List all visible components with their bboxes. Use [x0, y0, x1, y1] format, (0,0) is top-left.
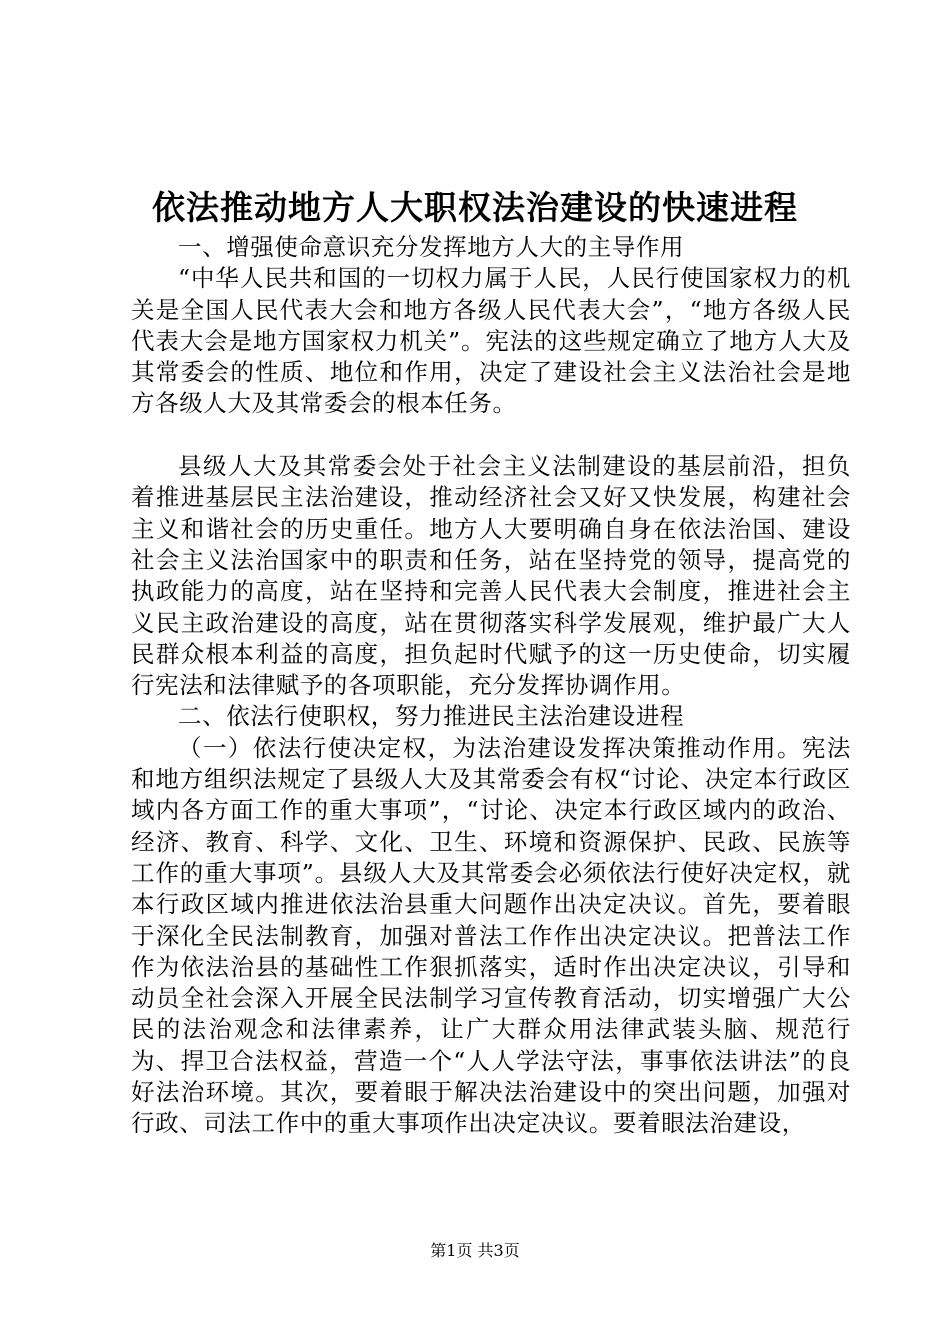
section-heading-2: 二、依法行使职权，努力推进民主法治建设进程 — [178, 702, 685, 731]
page-footer: 第1页 共3页 — [430, 1241, 520, 1260]
paragraph-1: “中华人民共和国的一切权力属于人民，人民行使国家权力的机关是全国人民代表大会和地方各级人民代表大会”，“地方各级人民代表大会是地方国家权力机关”。宪法的这些规定确立了地方人大及其常委会的性质、地位和作用，决定了建设社会主义法治社会是地方各级人大及其常委会的根本任务。 — [131, 264, 851, 418]
document-body — [131, 232, 851, 1140]
paragraph-spacer — [131, 420, 851, 451]
section-heading-1: 一、增强使命意识充分发挥地方人大的主导作用 — [178, 233, 685, 261]
document-title: 依法推动地方人大职权法治建设的快速进程 — [152, 188, 798, 227]
paragraph-3: （一）依法行使决定权，为法治建设发挥决策推动作用。宪法和地方组织法规定了县级人大及其常委会有权“讨论、决定本行政区域内各方面工作的重大事项”，“讨论、决定本行政区域内的政治、经济、教育、科学、文化、卫生、环境和资源保护、民政、民族等工作的重大事项”。县级人大及其常委会必须依法行使好决定权，就本行政区域内推进依法治县重大问题作出决定决议。首先，要着眼于深化全民法制教育，加强对普法工作作出决定决议。把普法工作作为依法治县的基础性工作狠抓落实，适时作出决定决议，引导和动员全社会深入开展全民法制学习宣传教育活动，切实增强广大公民的法治观念和法律素养，让广大群众用法律武装头脑、规范行为、捍卫合法权益，营造一个“人人学法守法，事事依法讲法”的良好法治环境。其次，要着眼于解决法治建设中的突出问题，加强对行政、司法工作中的重大事项作出决定决议。要着眼法治建设， — [131, 733, 851, 1138]
paragraph-2: 县级人大及其常委会处于社会主义法制建设的基层前沿，担负着推进基层民主法治建设，推动经济社会又好又快发展，构建社会主义和谐社会的历史重任。地方人大要明确自身在依法治国、建设社会主义法治国家中的职责和任务，站在坚持党的领导，提高党的执政能力的高度，站在坚持和完善人民代表大会制度，推进社会主义民主政治建设的高度，站在贯彻落实科学发展观，维护最广大人民群众根本利益的高度，担负起时代赋予的这一历史使命，切实履行宪法和法律赋予的各项职能，充分发挥协调作用。 — [131, 452, 851, 700]
